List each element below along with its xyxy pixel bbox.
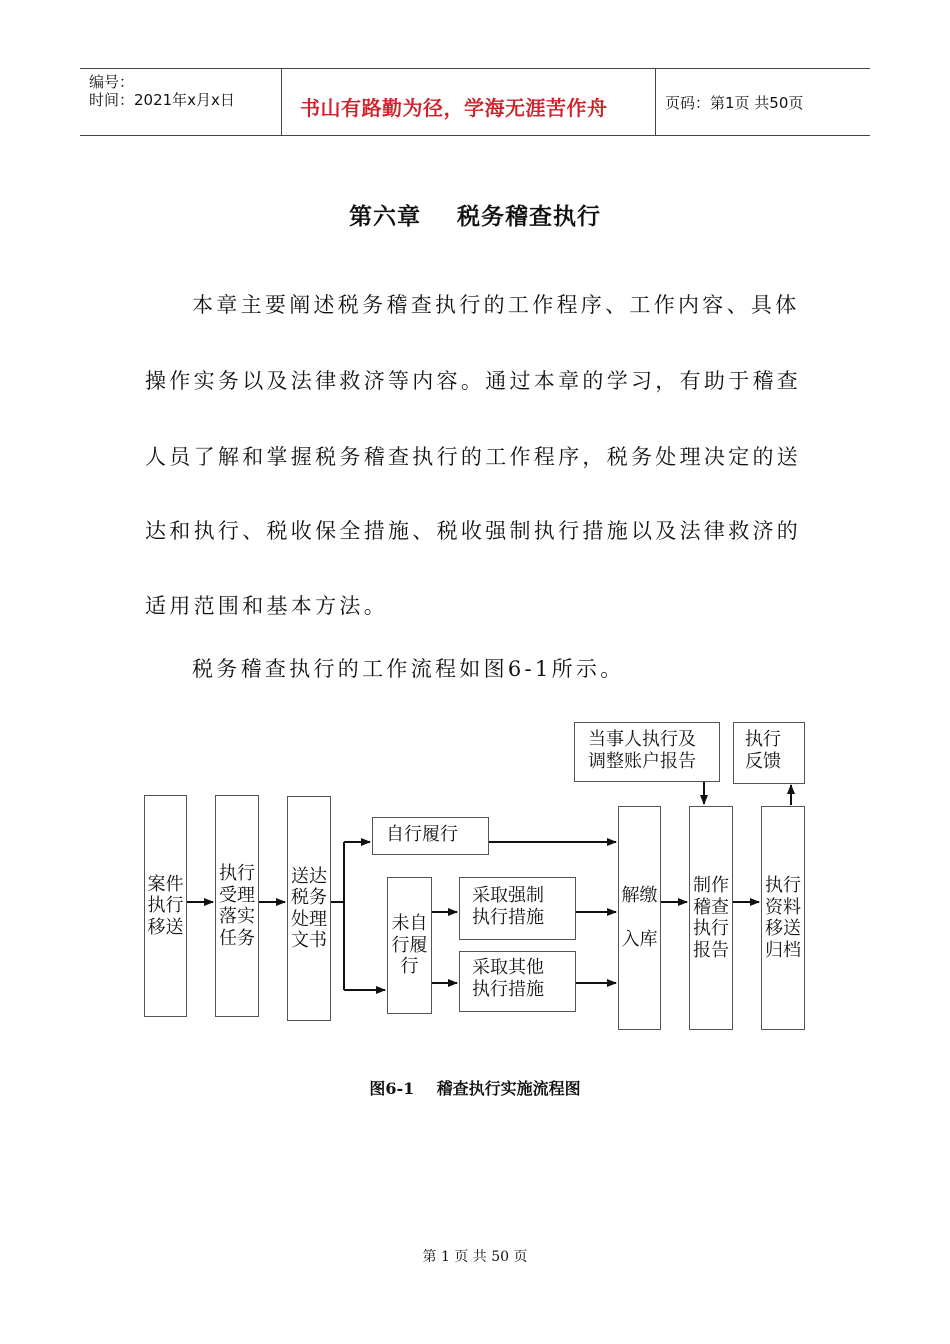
- party-execution-line-1: 当事人执行及: [588, 729, 696, 750]
- feedback-line-2: 反馈: [745, 751, 781, 772]
- box-deliver-docs: 送达税务处理文书: [287, 796, 331, 1021]
- document-number-label: 编号：: [89, 73, 135, 91]
- box-feedback: [733, 722, 805, 784]
- box-not-self-perform: 未自行履行: [387, 877, 432, 1014]
- page-info: 页码：第1页 共50页: [665, 94, 804, 112]
- box-force-measures: [459, 877, 576, 940]
- paragraph-line-2: 操作实务以及法律救济等内容。通过本章的学习，有助于稽查: [145, 369, 802, 393]
- paragraph-line-4: 达和执行、税收保全措施、税收强制执行措施以及法律救济的: [145, 519, 802, 543]
- feedback-line-1: 执行: [745, 729, 781, 750]
- box-case-transfer: 案件执行移送: [144, 795, 187, 1017]
- paragraph-figure-reference: 税务稽查执行的工作流程如图6-1所示。: [192, 657, 625, 681]
- box-accept-task: 执行受理落实任务: [215, 795, 259, 1017]
- figure-caption: 图6-1 稽查执行实施流程图: [369, 1079, 581, 1098]
- box-archive: 执行资料移送归档: [761, 806, 805, 1030]
- chapter-title: 第六章 税务稽查执行: [348, 204, 602, 230]
- box-self-perform: 自行履行: [372, 817, 489, 855]
- box-party-execution: [574, 722, 720, 782]
- force-measures-line-1: 采取强制: [472, 885, 544, 906]
- party-execution-line-2: 调整账户报告: [588, 751, 696, 772]
- other-measures-line-2: 执行措施: [472, 979, 544, 1000]
- other-measures-line-1: 采取其他: [472, 957, 544, 978]
- box-pay-in: 解缴入库: [618, 806, 661, 1030]
- paragraph-line-3: 人员了解和掌握税务稽查执行的工作程序，税务处理决定的送: [145, 445, 802, 469]
- box-other-measures: [459, 951, 576, 1012]
- paragraph-line-1: 本章主要阐述税务稽查执行的工作程序、工作内容、具体: [192, 293, 800, 317]
- page-footer: 第 1 页 共 50 页: [422, 1249, 528, 1265]
- document-time-label: 时间：2021年x月x日: [89, 91, 235, 109]
- force-measures-line-2: 执行措施: [472, 907, 544, 928]
- header-motto: 书山有路勤为径，学海无涯苦作舟: [300, 96, 608, 120]
- paragraph-line-5: 适用范围和基本方法。: [145, 594, 388, 618]
- box-make-report: 制作稽查执行报告: [689, 806, 733, 1030]
